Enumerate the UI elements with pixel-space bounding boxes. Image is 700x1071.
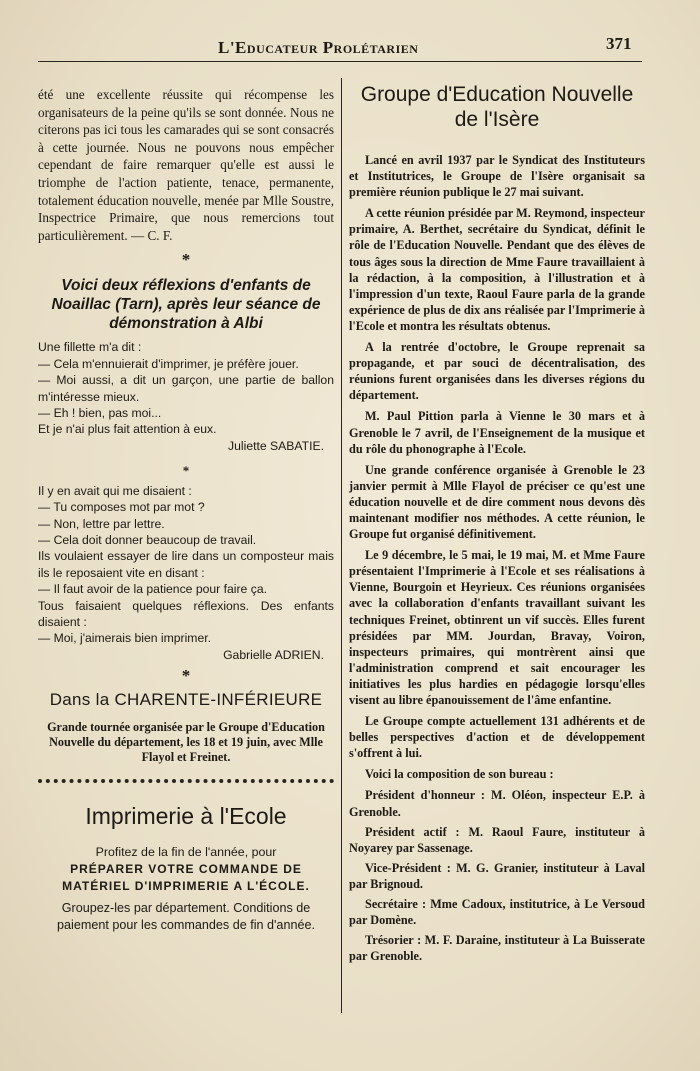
dialogue-1 (38, 339, 334, 437)
noaillac-title: Voici deux réflexions d'enfants de Noaillac (Tarn), après leur séance de démonstration à Albi (51, 277, 321, 333)
right-column (349, 82, 645, 968)
dialogue-line: — Eh ! bien, pas moi... (38, 405, 162, 420)
imprimerie-title: Imprimerie à l'Ecole (85, 803, 287, 830)
journal-title: L'Educateur Prolétarien (218, 38, 419, 57)
dialogue-line: — Il faut avoir de la patience pour faire ça. (38, 582, 267, 597)
isere-paragraph: M. Paul Pittion parla à Vienne le 30 mars et à Grenoble le 7 avril, de l'Enseignement de la musique et du rôle du phonographe à l'Ecole. (349, 409, 645, 456)
dialogue-line: Il y en avait qui me disaient : (38, 483, 192, 498)
isere-paragraph: Le Groupe compte actuellement 131 adhérents et de belles perspectives d'action et de développement s'offrent à lui. (349, 714, 645, 761)
page-number: 371 (606, 34, 632, 53)
header-rule (38, 61, 642, 62)
bureau-member: Président d'honneur : M. Oléon, inspecteur E.P. à Grenoble. (349, 788, 645, 819)
separator-star: * (181, 665, 191, 685)
charente-paragraph: Grande tournée organisée par le Groupe d'Education Nouvelle du département, les 18 et 19 juin, avec Mlle Flayol et Freinet. (47, 719, 325, 765)
imprimerie-order-caps: PRÉPARER VOTRE COMMANDE DE MATÉRIEL D'IMPRIMERIE A L'ÉCOLE. (62, 862, 310, 893)
dialogue-line: — Non, lettre par lettre. (38, 516, 165, 531)
imprimerie-lead: Profitez de la fin de l'année, pour (95, 845, 277, 860)
dialogue-line: Une fillette m'a dit : (38, 340, 142, 355)
column-divider (341, 78, 342, 1013)
signature-sabatie: Juliette SABATIE. (228, 438, 324, 453)
separator-star: * (181, 250, 191, 270)
left-column (38, 86, 334, 933)
dialogue-line: Ils voulaient essayer de lire dans un composteur mais ils le reposaient vite en disant : (38, 549, 334, 580)
isere-title: Groupe d'Education Nouvelle de l'Isère (360, 83, 634, 131)
dialogue-2 (38, 483, 334, 647)
bureau-member: Vice-Président : M. G. Granier, instituteur à Laval par Brignoud. (349, 860, 645, 891)
isere-paragraph: Lancé en avril 1937 par le Syndicat des Instituteurs et Institutrices, le Groupe de l'Isère organisait sa première réunion publique le 27 mai suivant. (349, 153, 645, 200)
separator-star: * (182, 462, 190, 478)
isere-paragraph: A la rentrée d'octobre, le Groupe reprenait sa propagande, et par souci de décentralisation, des réunions furent organisées dans les diverses régions du département. (349, 340, 645, 403)
dialogue-line: — Tu composes mot par mot ? (38, 500, 205, 515)
dialogue-line: — Moi aussi, a dit un garçon, une partie de ballon m'intéresse mieux. (38, 373, 334, 404)
imprimerie-conditions: Groupez-les par département. Conditions de paiement pour les commandes de fin d'année. (57, 901, 315, 932)
dialogue-line: Tous faisaient quelques réflexions. Des enfants disaient : (38, 598, 334, 630)
dialogue-line: Et je n'ai plus fait attention à eux. (38, 422, 217, 437)
isere-paragraph: Une grande conférence organisée à Grenoble le 23 janvier permit à Mlle Flayol de préciser ce qu'est une éducation nouvelle et de dire comment nous devons dès maintenant modifier nos méthodes. A cette réunion, le Groupe fut organisé définitivement. (349, 462, 645, 542)
dialogue-line: — Moi, j'aimerais bien imprimer. (38, 631, 211, 646)
charente-title: Dans la CHARENTE-INFÉRIEURE (49, 689, 323, 709)
isere-paragraph: Le 9 décembre, le 5 mai, le 19 mai, M. et Mme Faure présentaient l'Imprimerie à l'Ecole et ses réalisations à Vienne, Bourgoin et Heyrieux. Ces réunions organisées avec la collaboration d'enfants travaillant suivant les techniques Freinet, obtinrent un vif succès. Elles furent présidées par MM. Jourdan, Bravay, Voiron, inspecteurs primaires, qui montrèrent ainsi que l'administration comprend et sait encourager les initiatives les plus hardies en pédagogie lorsqu'elles visent au libre épanouissement de l'âme enfantine. (349, 548, 645, 707)
signature-adrien: Gabrielle ADRIEN. (223, 647, 324, 662)
isere-paragraph: A cette réunion présidée par M. Reymond, inspecteur primaire, A. Berthet, secrétaire du Syndicat, définit le rôle de l'Education Nouvelle. Pendant que des élèves de tous âges sous la direction de Mme Faure travaillaient à la rédaction, à la composition, à l'illustration et à l'impression d'un texte, Raoul Faure parla de la grande expérience de plus de dix ans réalisée par l'Imprimerie à l'Ecole et montra les résultats obtenus. (349, 206, 645, 333)
dialogue-line: — Cela m'ennuierait d'imprimer, je préfère jouer. (38, 356, 299, 371)
bureau-member: Président actif : M. Raoul Faure, instituteur à Noyarey par Sassenage. (349, 824, 645, 855)
dotted-separator (38, 779, 334, 789)
intro-paragraph: été une excellente réussite qui récompense les organisateurs de la peine qu'ils se sont donnée. Nous ne citerons pas ici tous les camarades qui se sont consacrés à cette journée. Nous ne pouvons nous empêcher cependant de faire remarquer qu'elle est aussi le triomphe de l'action patiente, tenace, permanente, totalement éducation nouvelle, menée par Mlle Soustre, Inspectrice Primaire, que nous remercions tout particulièrement. — C. F. (38, 87, 334, 243)
bureau-member: Secrétaire : Mme Cadoux, institutrice, à Le Versoud par Domène. (349, 897, 645, 928)
dialogue-line: — Cela doit donner beaucoup de travail. (38, 533, 257, 547)
bureau-member: Trésorier : M. F. Daraine, instituteur à La Buisserate par Grenoble. (349, 933, 645, 964)
isere-paragraph: Voici la composition de son bureau : (365, 767, 554, 782)
